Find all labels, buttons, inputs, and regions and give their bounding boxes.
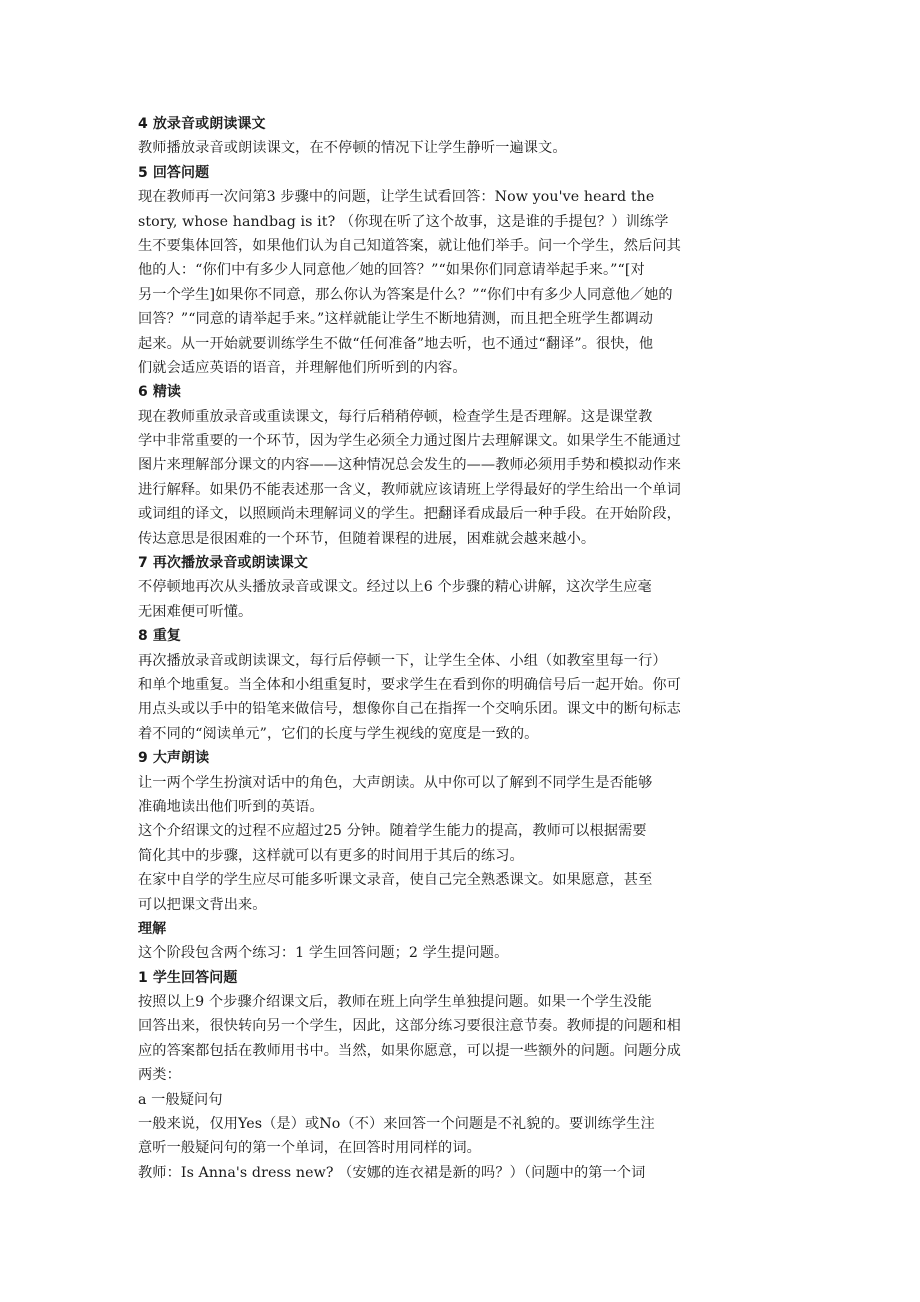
paragraph-line: 这个介绍课文的过程不应超过25 分钟。随着学生能力的提高，教师可以根据需要 [138,823,647,840]
paragraph-line: 在家中自学的学生应尽可能多听课文录音，使自己完全熟悉课文。如果愿意，甚至 [138,872,653,889]
section-heading: 8 重复 [138,628,182,645]
paragraph-line: 应的答案都包括在教师用书中。当然，如果你愿意，可以提一些额外的问题。问题分成 [138,1042,681,1059]
section-heading: 7 再次播放录音或朗读课文 [138,555,308,572]
paragraph-line: 两类： [138,1067,181,1084]
paragraph-line: 着不同的“阅读单元”，它们的长度与学生视线的宽度是一致的。 [138,725,539,742]
paragraph-line: 回答？”“同意的请举起手来。”这样就能让学生不断地猜测，而且把全班学生都调动 [138,311,654,328]
section-heading: 4 放录音或朗读课文 [138,116,266,132]
paragraph-line: 传达意思是很困难的一个环节，但随着课程的进展，困难就会越来越小。 [138,530,596,547]
paragraph-line: 现在教师再一次问第3 步骤中的问题，让学生试看回答：Now you've heard the [138,189,655,206]
paragraph-line: 学中非常重要的一个环节，因为学生必须全力通过图片去理解课文。如果学生不能通过 [138,433,681,450]
paragraph-line: 一般来说，仅用Yes（是）或No（不）来回答一个问题是不礼貌的。要训练学生注 [138,1116,655,1133]
paragraph-line: 意听一般疑问句的第一个单词，在回答时用同样的词。 [138,1140,481,1157]
paragraph-line: 起来。从一开始就要训练学生不做“任何准备”地去听，也不通过“翻译”。很快，他 [138,335,654,352]
paragraph-line: 进行解释。如果仍不能表述那一含义，教师就应该请班上学得最好的学生给出一个单词 [138,481,681,498]
paragraph-line: 不停顿地再次从头播放录音或课文。经过以上6 个步骤的精心讲解，这次学生应毫 [138,579,652,596]
paragraph-line: 准确地读出他们听到的英语。 [138,798,324,815]
paragraph-line: story, whose handbag is it? （你现在听了这个故事，这是谁的手提包？）训练学 [138,213,669,230]
section-heading: 9 大声朗读 [138,750,210,767]
paragraph-line: 教师：Is Anna's dress new? （安娜的连衣裙是新的吗？）（问题中的第一个词 [138,1164,646,1181]
paragraph-line: 教师播放录音或朗读课文，在不停顿的情况下让学生静听一遍课文。 [138,140,567,157]
section-heading: 5 回答问题 [138,164,210,181]
paragraph-line: 另一个学生]如果你不同意，那么你认为答案是什么？”“你们中有多少人同意他／她的 [138,286,673,303]
paragraph-line: 或词组的译文，以照顾尚未理解词义的学生。把翻译看成最后一种手段。在开始阶段， [138,506,681,523]
section-heading: 6 精读 [138,384,182,401]
paragraph-line: 无困难便可听懂。 [138,603,253,620]
paragraph-line: 让一两个学生扮演对话中的角色，大声朗读。从中你可以了解到不同学生是否能够 [138,774,653,791]
paragraph-line: 他的人：“你们中有多少人同意他／她的回答？”“如果你们同意请举起手来。”“[对 [138,262,645,279]
paragraph-line: 生不要集体回答，如果他们认为自己知道答案，就让他们举手。问一个学生，然后问其 [138,237,681,254]
paragraph-line: 和单个地重复。当全体和小组重复时，要求学生在看到你的明确信号后一起开始。你可 [138,676,681,693]
paragraph-line: 可以把课文背出来。 [138,896,267,913]
paragraph-line: 图片来理解部分课文的内容——这种情况总会发生的——教师必须用手势和模拟动作来 [138,457,681,474]
paragraph-line: a 一般疑问句 [138,1091,223,1108]
paragraph-line: 再次播放录音或朗读课文，每行后停顿一下，让学生全体、小组（如教室里每一行） [138,652,667,669]
paragraph-line: 们就会适应英语的语音，并理解他们所听到的内容。 [138,359,467,376]
section-heading: 理解 [138,920,167,937]
paragraph-line: 用点头或以手中的铅笔来做信号，想像你自己在指挥一个交响乐团。课文中的断句标志 [138,701,681,718]
document-page [138,112,738,1185]
section-heading: 1 学生回答问题 [138,969,238,986]
paragraph-line: 现在教师重放录音或重读课文，每行后稍稍停顿，检查学生是否理解。这是课堂教 [138,408,653,425]
paragraph-line: 按照以上9 个步骤介绍课文后，教师在班上向学生单独提问题。如果一个学生没能 [138,994,652,1011]
paragraph-line: 简化其中的步骤，这样就可以有更多的时间用于其后的练习。 [138,847,524,864]
paragraph-line: 这个阶段包含两个练习：1 学生回答问题；2 学生提问题。 [138,945,509,962]
paragraph-line: 回答出来，很快转向另一个学生，因此，这部分练习要很注意节奏。教师提的问题和相 [138,1018,681,1035]
